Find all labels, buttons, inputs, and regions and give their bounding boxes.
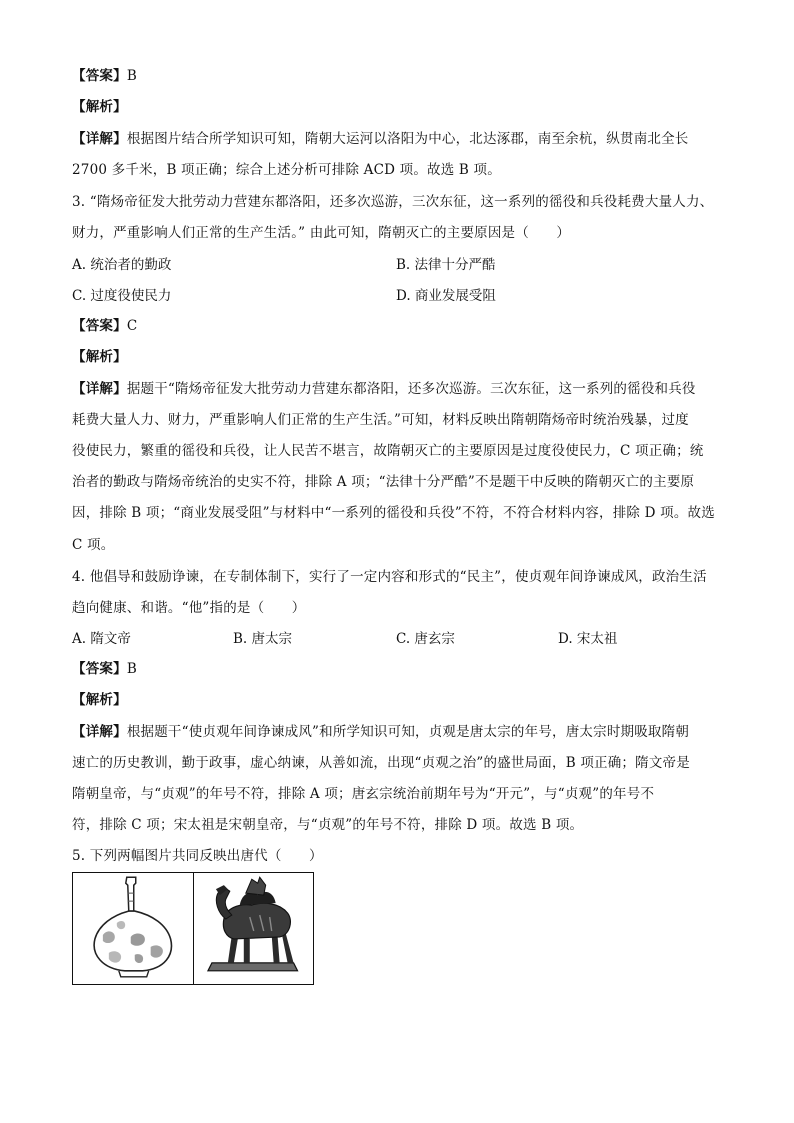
q4-option-b: B. 唐太宗 xyxy=(233,631,293,647)
q4-option-a: A. 隋文帝 xyxy=(72,631,131,647)
detail-label: 【详解】 xyxy=(72,381,127,397)
q4-option-c: C. 唐玄宗 xyxy=(396,631,455,647)
q4-stem-line-2: 趋向健康、和谐。“他”指的是（ ） xyxy=(72,600,306,616)
q4-detail-line-1 xyxy=(72,722,689,742)
detail-text: 根据图片结合所学知识可知，隋朝大运河以洛阳为中心，北达涿郡，南至余杭，纵贯南北全长 xyxy=(126,131,689,147)
answer-label: 【答案】 xyxy=(72,661,127,677)
q5-image-table xyxy=(72,872,314,985)
detail-text: 根据题干“使贞观年间诤谏成风”和所学知识可知，贞观是唐太宗的年号，唐太宗时期吸取隋朝 xyxy=(126,724,690,740)
q3-detail-line-2: 耗费大量人力、财力，严重影响人们正常的生产生活。”可知，材料反映出隋朝隋炀帝时统治残暴，过度 xyxy=(72,412,689,428)
q4-detail-line-3: 隋朝皇帝，与“贞观”的年号不符，排除 A 项；唐玄宗统治前期年号为“开元”，与“贞观”的年号不 xyxy=(72,786,655,802)
answer-value: B xyxy=(126,68,137,84)
vase-image xyxy=(73,873,193,984)
q3-detail-line-6: C 项。 xyxy=(72,537,115,553)
q3-detail-line-3: 役使民力，繁重的徭役和兵役，让人民苦不堪言，故隋朝灭亡的主要原因是过度役使民力，C 项正确；统 xyxy=(72,443,704,459)
q4-analysis-label xyxy=(72,690,127,710)
q4-detail-line-2: 速亡的历史教训，勤于政事，虚心纳谏，从善如流，出现“贞观之治”的盛世局面，B 项正确；隋文帝是 xyxy=(72,755,690,771)
q2-analysis-label xyxy=(72,97,127,117)
q3-detail-line-1 xyxy=(72,379,696,399)
q4-answer xyxy=(72,659,137,679)
q2-detail-line-2: 2700 多千米，B 项正确；综合上述分析可排除 ACD 项。故选 B 项。 xyxy=(72,162,501,178)
q3-detail-line-4: 治者的勤政与隋炀帝统治的史实不符，排除 A 项；“法律十分严酷”不是题干中反映的隋朝灭亡的主要原 xyxy=(72,474,695,490)
q5-stem: 5. 下列两幅图片共同反映出唐代（ ） xyxy=(72,848,323,864)
analysis-label: 【解析】 xyxy=(72,99,127,115)
answer-label: 【答案】 xyxy=(72,68,127,84)
analysis-label: 【解析】 xyxy=(72,692,127,708)
q3-detail-line-5: 因，排除 B 项；“商业发展受阻”与材料中“一系列的徭役和兵役”不符，不符合材料内容，排除 D 项。故选 xyxy=(72,505,715,521)
q3-analysis-label xyxy=(72,347,127,367)
q3-option-b: B. 法律十分严酷 xyxy=(396,257,496,273)
detail-label: 【详解】 xyxy=(72,724,127,740)
analysis-label: 【解析】 xyxy=(72,349,127,365)
q4-stem-line-1: 4. 他倡导和鼓励诤谏，在专制体制下，实行了一定内容和形式的“民主”，使贞观年间诤谏成风，政治生活 xyxy=(72,569,707,585)
answer-value: B xyxy=(126,661,137,677)
detail-label: 【详解】 xyxy=(72,131,127,147)
detail-text: 据题干“隋炀帝征发大批劳动力营建东都洛阳，还多次巡游。三次东征，这一系列的徭役和兵役 xyxy=(126,381,696,397)
q3-stem-line-2: 财力，严重影响人们正常的生产生活。” 由此可知，隋朝灭亡的主要原因是（ ） xyxy=(72,225,571,241)
q3-answer xyxy=(72,316,137,336)
q2-detail-line-1 xyxy=(72,129,689,149)
q2-answer xyxy=(72,66,137,86)
camel-figurine-icon xyxy=(194,873,314,984)
vase-icon xyxy=(73,873,193,984)
answer-label: 【答案】 xyxy=(72,318,127,334)
q3-option-a: A. 统治者的勤政 xyxy=(72,257,172,273)
q3-option-d: D. 商业发展受阻 xyxy=(396,288,496,304)
camel-figurine-image xyxy=(193,873,314,984)
answer-value: C xyxy=(126,318,138,334)
q4-detail-line-4: 符，排除 C 项；宋太祖是宋朝皇帝，与“贞观”的年号不符，排除 D 项。故选 B 项。 xyxy=(72,817,584,833)
q4-option-d: D. 宋太祖 xyxy=(558,631,618,647)
q3-option-c: C. 过度役使民力 xyxy=(72,288,172,304)
q3-stem-line-1: 3. “隋炀帝征发大批劳动力营建东都洛阳，还多次巡游，三次东征，这一系列的徭役和兵役耗费大量人力、 xyxy=(72,194,714,210)
